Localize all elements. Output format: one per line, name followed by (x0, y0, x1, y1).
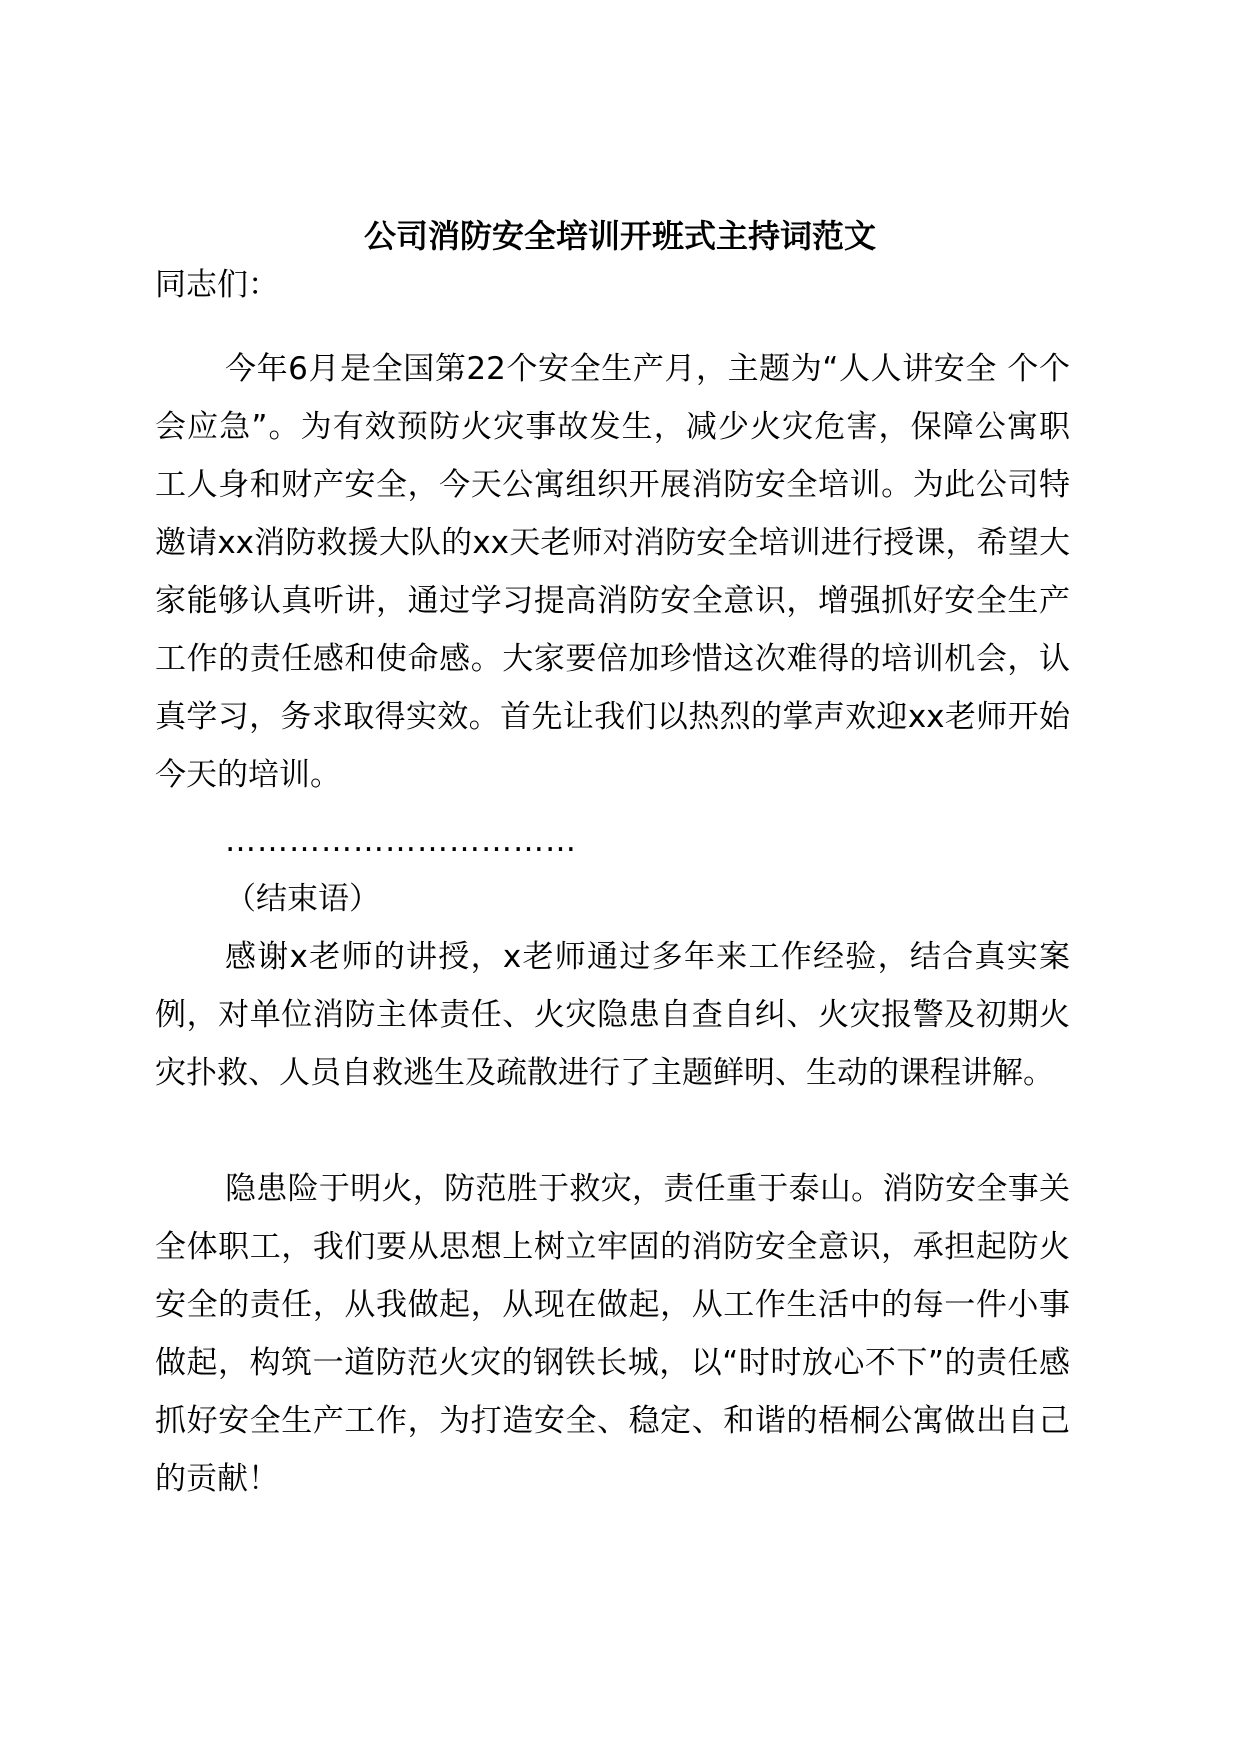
ellipsis-separator: …………………………… (225, 823, 577, 859)
document-title: 公司消防安全培训开班式主持词范文 (363, 217, 876, 255)
paragraph-thanks: 感谢x老师的讲授，x老师通过多年来工作经验，结合真实案例，对单位消防主体责任、火灾隐患自查自纠、火灾报警及初期火灾扑救、人员自救逃生及疏散进行了主题鲜明、生动的课程讲解。 (155, 939, 1070, 1091)
closing-remarks-label: （结束语） (225, 881, 380, 917)
paragraph-opening: 今年6月是全国第22个安全生产月，主题为“人人讲安全 个个会应急”。为有效预防火灾事故发生，减少火灾危害，保障公寓职工人身和财产安全，今天公寓组织开展消防安全培训。为此公司特邀请xx消防救援大队的xx天老师对消防安全培训进行授课，希望大家能够认真听讲，通过学习提高消防安全意识，增强抓好安全生产工作的责任感和使命感。大家要倍加珍惜这次难得的培训机会，认真学习，务求取得实效。首先让我们以热烈的掌声欢迎xx老师开始今天的培训。 (155, 351, 1070, 793)
paragraph-conclusion: 隐患险于明火，防范胜于救灾，责任重于泰山。消防安全事关全体职工，我们要从思想上树立牢固的消防安全意识，承担起防火安全的责任，从我做起，从现在做起，从工作生活中的每一件小事做起，构筑一道防范火灾的钢铁长城，以“时时放心不下”的责任感抓好安全生产工作，为打造安全、稳定、和谐的梧桐公寓做出自己的贡献！ (155, 1171, 1070, 1497)
salutation: 同志们： (155, 267, 279, 303)
